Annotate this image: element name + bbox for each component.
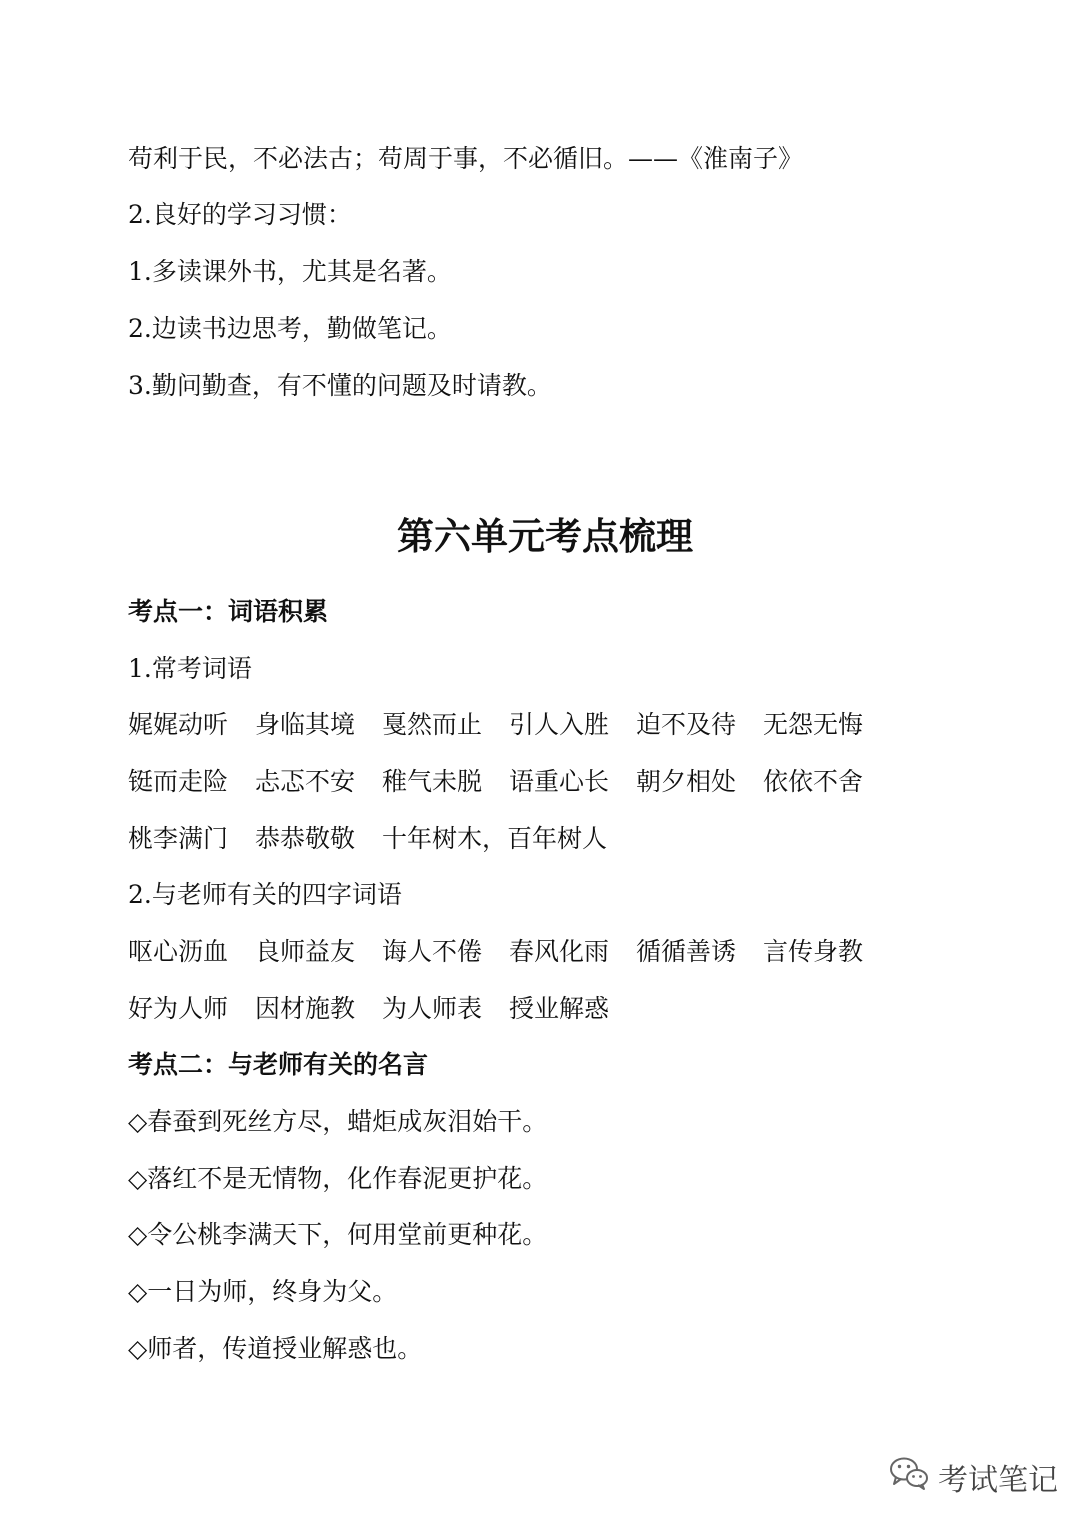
word: 戛然而止 [382, 710, 483, 739]
word-row-2 [128, 765, 890, 799]
word: 呕心沥血 [128, 937, 229, 966]
word: 诲人不倦 [382, 937, 483, 966]
word: 无怨无悔 [763, 710, 864, 739]
word: 迫不及待 [636, 710, 737, 739]
wechat-icon [888, 1454, 930, 1500]
teacher-quote: ◇一日为师，终身为父。 [128, 1277, 398, 1306]
teacher-quote: ◇落红不是无情物，化作春泥更护花。 [128, 1164, 548, 1193]
watermark-text: 考试笔记 [938, 1463, 1058, 1498]
word-row-3 [128, 822, 607, 856]
word: 语重心长 [509, 767, 610, 796]
word: 朝夕相处 [636, 767, 737, 796]
word: 引人入胜 [509, 710, 610, 739]
word: 忐忑不安 [255, 767, 356, 796]
word: 娓娓动听 [128, 710, 229, 739]
point1-heading: 考点一：词语积累 [128, 597, 329, 626]
habit-item: 3.勤问勤查，有不懂的问题及时请教。 [128, 371, 552, 400]
quote-huainanzi: 苟利于民，不必法古；苟周于事，不必循旧。——《淮南子》 [128, 144, 804, 173]
habit-item: 1.多读课外书，尤其是名著。 [128, 257, 452, 286]
point1-sub2: 2.与老师有关的四字词语 [128, 880, 402, 909]
habit-item: 2.边读书边思考，勤做笔记。 [128, 314, 452, 343]
word: 循循善诱 [636, 937, 737, 966]
teacher-quote: ◇春蚕到死丝方尽，蜡炬成灰泪始干。 [128, 1107, 548, 1136]
point2-heading: 考点二：与老师有关的名言 [128, 1050, 429, 1079]
word: 身临其境 [255, 710, 356, 739]
word: 好为人师 [128, 994, 229, 1023]
word: 因材施教 [255, 994, 356, 1023]
habits-heading: 2.良好的学习习惯： [128, 200, 352, 229]
teacher-quote: ◇令公桃李满天下，何用堂前更种花。 [128, 1220, 548, 1249]
word-row-4 [128, 935, 890, 969]
word: 言传身教 [763, 937, 864, 966]
word-row-5 [128, 992, 636, 1026]
word: 桃李满门 [128, 824, 229, 853]
word: 春风化雨 [509, 937, 610, 966]
word: 十年树木，百年树人 [382, 824, 608, 853]
teacher-quote: ◇师者，传道授业解惑也。 [128, 1334, 423, 1363]
watermark [888, 1455, 1058, 1499]
word: 铤而走险 [128, 767, 229, 796]
point1-sub1: 1.常考词语 [128, 654, 252, 683]
word: 依依不舍 [763, 767, 864, 796]
word: 恭恭敬敬 [255, 824, 356, 853]
word: 为人师表 [382, 994, 483, 1023]
unit-title: 第六单元考点梳理 [397, 515, 693, 558]
word: 授业解惑 [509, 994, 610, 1023]
word-row-1 [128, 708, 890, 742]
word: 稚气未脱 [382, 767, 483, 796]
word: 良师益友 [255, 937, 356, 966]
